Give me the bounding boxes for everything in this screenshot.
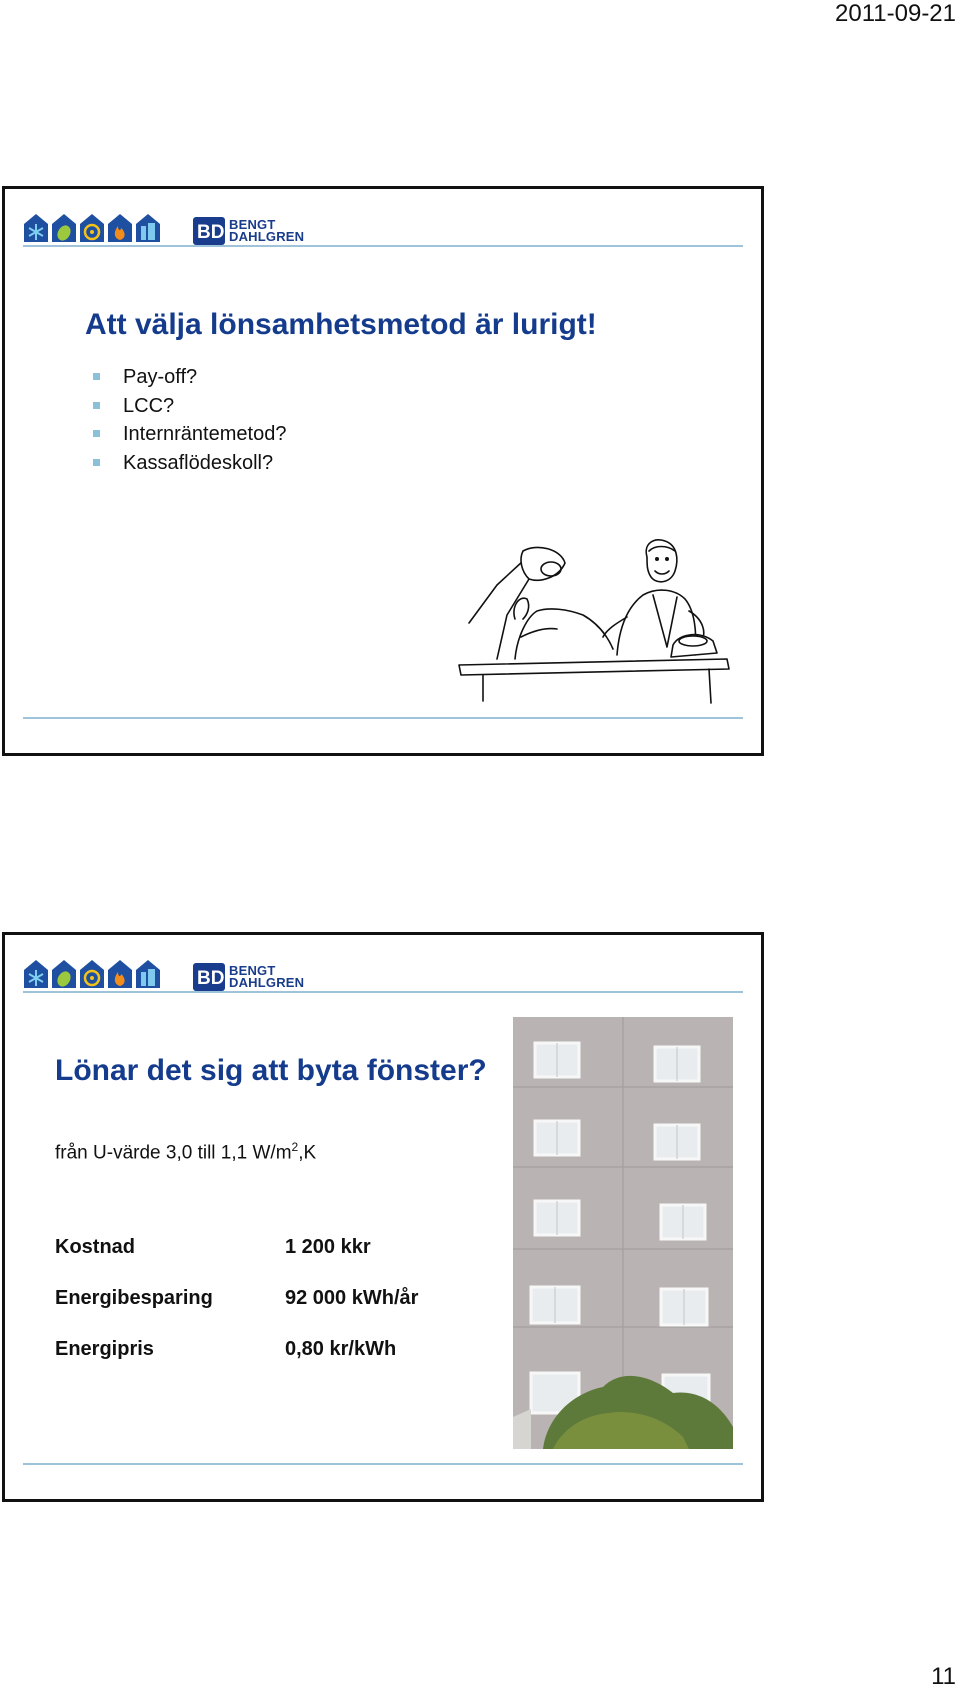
- brand-line1: BENGT: [229, 217, 276, 232]
- slide-2: [2, 932, 764, 1502]
- svg-text:BD: BD: [197, 968, 225, 989]
- leaf-house-icon: [51, 959, 77, 989]
- page-date: 2011-09-21: [835, 0, 956, 27]
- fact-value: 0,80 kr/kWh: [285, 1338, 397, 1360]
- bullet-square-icon: [93, 430, 100, 437]
- bullet-item: Kassaflödeskoll?: [93, 449, 286, 478]
- slide-1: [2, 186, 764, 756]
- brand-line2: DAHLGREN: [229, 229, 305, 244]
- u-value-subtitle: från U-värde 3,0 till 1,1 $W/m^2,K$: [55, 1140, 317, 1164]
- slide-title: Lönar det sig att byta fönster?: [55, 1054, 487, 1087]
- bullet-square-icon: [93, 402, 100, 409]
- svg-text:BD: BD: [197, 222, 225, 243]
- building-house-icon: [135, 213, 161, 243]
- top-rule: [23, 991, 743, 993]
- bullet-list: [93, 363, 286, 477]
- fact-label: Kostnad: [55, 1236, 135, 1258]
- fact-label: Energibesparing: [55, 1287, 213, 1309]
- bd-logo-icon: [193, 217, 225, 245]
- wheel-house-icon: [79, 959, 105, 989]
- logo-row: [23, 207, 343, 247]
- apartment-building-photo: [513, 1017, 733, 1449]
- bullet-item: LCC?: [93, 392, 286, 421]
- bullet-item: Pay-off?: [93, 363, 286, 392]
- fact-row: [55, 1337, 475, 1388]
- fact-table: [55, 1235, 475, 1388]
- flame-house-icon: [107, 959, 133, 989]
- bottom-rule: [23, 1463, 743, 1465]
- brand-logo: [193, 217, 313, 247]
- snowflake-house-icon: [23, 959, 49, 989]
- fact-label: Energipris: [55, 1338, 154, 1360]
- building-house-icon: [135, 959, 161, 989]
- brand-line2: DAHLGREN: [229, 975, 305, 990]
- snowflake-house-icon: [23, 213, 49, 243]
- fact-row: [55, 1235, 475, 1286]
- top-rule: [23, 245, 743, 247]
- brand-logo: [193, 963, 313, 993]
- wheel-house-icon: [79, 213, 105, 243]
- bottom-rule: [23, 717, 743, 719]
- logo-row: [23, 953, 343, 993]
- brand-line1: BENGT: [229, 963, 276, 978]
- page-number: 11: [931, 1663, 956, 1690]
- fact-row: [55, 1286, 475, 1337]
- bullet-square-icon: [93, 459, 100, 466]
- leaf-house-icon: [51, 213, 77, 243]
- flame-house-icon: [107, 213, 133, 243]
- slide-title: Att välja lönsamhetsmetod är lurigt!: [85, 308, 597, 341]
- fact-value: 92 000 kWh/år: [285, 1287, 419, 1309]
- bullet-item: Internräntemetod?: [93, 420, 286, 449]
- fact-value: 1 200 kkr: [285, 1236, 371, 1258]
- man-at-desk-cartoon: [457, 537, 737, 707]
- bullet-square-icon: [93, 373, 100, 380]
- bd-logo-icon: [193, 963, 225, 991]
